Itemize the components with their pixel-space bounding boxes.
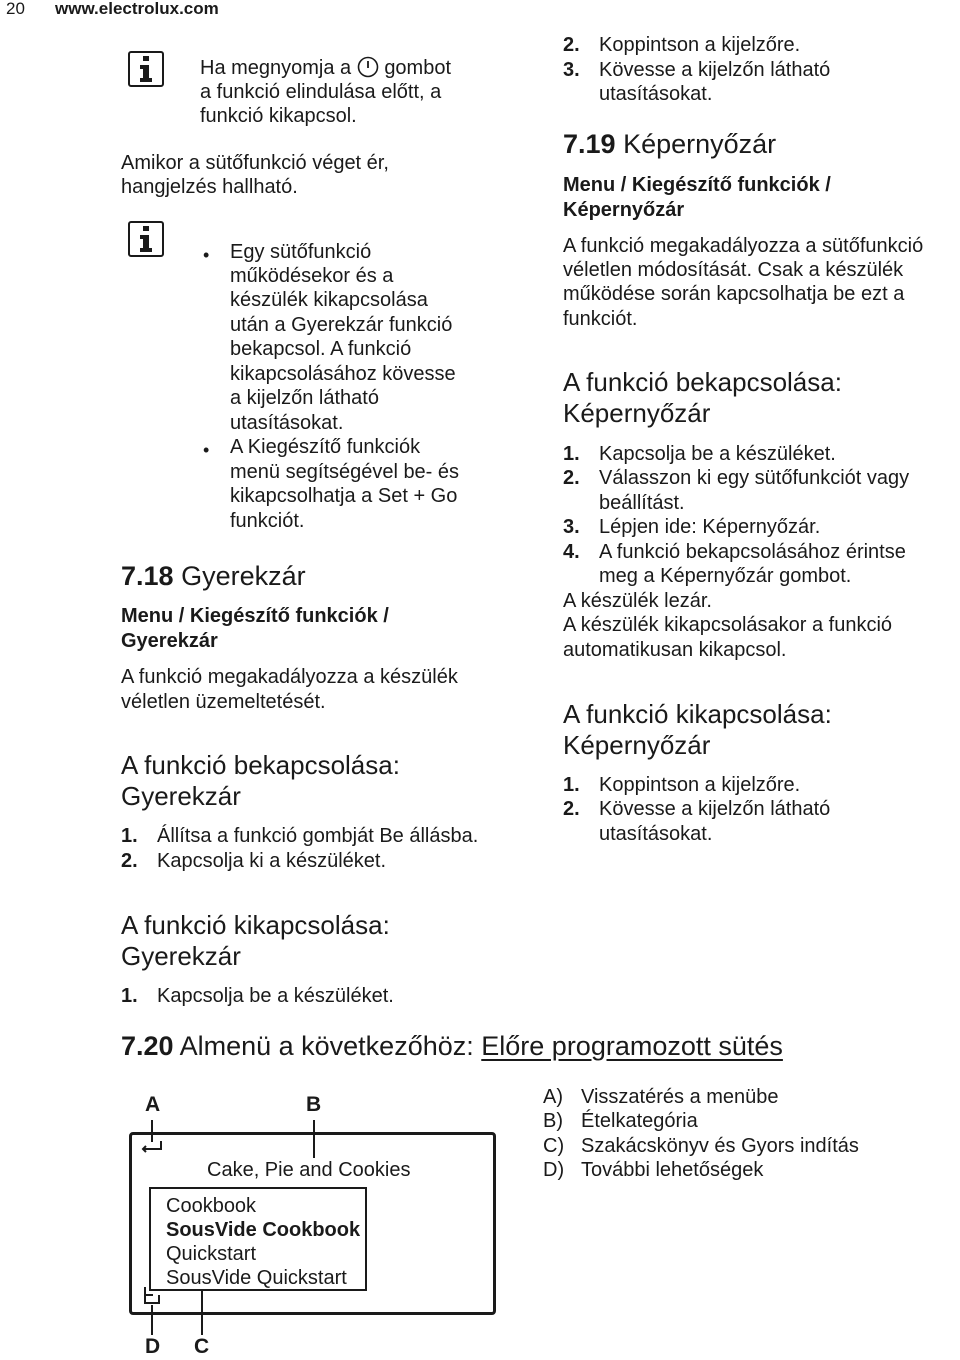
info1-line1: Ha megnyomja a gombot bbox=[200, 56, 451, 85]
diagram-label-a: A bbox=[145, 1093, 161, 1116]
subheading: Gyerekzár bbox=[121, 941, 241, 971]
bullet2-line: funkciót. bbox=[230, 510, 305, 532]
step-item: 1. Koppintson a kijelzőre. bbox=[563, 774, 801, 796]
note-line: A készülék lezár. bbox=[563, 590, 712, 612]
menu-path: Menu / Kiegészítő funkciók / bbox=[121, 605, 389, 627]
info-icon bbox=[128, 51, 164, 87]
subheading: Képernyőzár bbox=[563, 398, 711, 428]
bullet2-line: menü segítségével be- és bbox=[230, 461, 460, 483]
bullet2-line: kikapcsolhatja a Set + Go bbox=[230, 485, 458, 507]
step-item: 4. A funkció bekapcsolásához érintse bbox=[563, 541, 906, 563]
step-item: 2. Koppintson a kijelzőre. bbox=[563, 34, 801, 56]
step-item-cont: utasításokat. bbox=[599, 83, 713, 105]
category-title: Cake, Pie and Cookies bbox=[207, 1159, 411, 1181]
note-line: A készülék kikapcsolásakor a funkció bbox=[563, 614, 893, 636]
step-item: 1. Kapcsolja be a készüléket. bbox=[563, 443, 836, 465]
website-link[interactable]: www.electrolux.com bbox=[55, 0, 219, 18]
menu-path: Menu / Kiegészítő funkciók / bbox=[563, 174, 831, 196]
step-item-cont: beállítást. bbox=[599, 492, 685, 514]
subheading: A funkció kikapcsolása: bbox=[563, 699, 832, 729]
bullet1-line: után a Gyerekzár funkció bbox=[230, 314, 453, 336]
menu-path: Gyerekzár bbox=[121, 630, 218, 652]
page-number: 20 bbox=[6, 0, 25, 18]
section-desc: működése során kapcsolhatja be ezt a bbox=[563, 283, 905, 305]
section-desc: A funkció megakadályozza a sütőfunkció bbox=[563, 235, 924, 257]
menu-item-quickstart[interactable]: Quickstart bbox=[166, 1243, 257, 1265]
step-item: 2. Kövesse a kijelzőn látható bbox=[563, 798, 831, 820]
section-desc: véletlen módosítását. Csak a készülék bbox=[563, 259, 904, 281]
section-heading-7-20: 7.20 Almenü a következőhöz: Előre programozott sütés bbox=[121, 1031, 783, 1061]
more-options-icon[interactable] bbox=[141, 1285, 161, 1310]
menu-item-sousvide-quickstart[interactable]: SousVide Quickstart bbox=[166, 1267, 347, 1289]
diagram-label-c: C bbox=[194, 1335, 210, 1358]
step-item: 2. Válasszon ki egy sütőfunkciót vagy bbox=[563, 467, 910, 489]
step-item: 1. Állítsa a funkció gombját Be állásba. bbox=[121, 825, 479, 847]
subheading: A funkció bekapcsolása: bbox=[563, 367, 842, 397]
diagram-label-b: B bbox=[306, 1093, 322, 1116]
step-item: 1. Kapcsolja be a készüléket. bbox=[121, 985, 394, 1007]
diagram-label-d: D bbox=[145, 1335, 161, 1358]
section-link[interactable]: Előre programozott sütés bbox=[481, 1031, 783, 1061]
note-line: automatikusan kikapcsol. bbox=[563, 639, 787, 661]
subheading: A funkció bekapcsolása: bbox=[121, 750, 400, 780]
bullet-marker: • bbox=[203, 440, 210, 460]
step-item: 3. Kövesse a kijelzőn látható bbox=[563, 59, 831, 81]
legend-item: C) Szakácskönyv és Gyors indítás bbox=[543, 1135, 859, 1157]
bullet1-line: készülék kikapcsolása bbox=[230, 289, 428, 311]
bullet1-line: utasításokat. bbox=[230, 412, 344, 434]
section-desc: A funkció megakadályozza a készülék bbox=[121, 666, 458, 688]
step-item: 3. Lépjen ide: Képernyőzár. bbox=[563, 516, 821, 538]
section-desc: véletlen üzemeltetését. bbox=[121, 691, 326, 713]
step-item-cont: meg a Képernyőzár gombot. bbox=[599, 565, 852, 587]
legend-item: A) Visszatérés a menübe bbox=[543, 1086, 779, 1108]
info1-line2: a funkció elindulása előtt, a bbox=[200, 81, 442, 103]
info-icon bbox=[128, 221, 164, 257]
subheading: Képernyőzár bbox=[563, 730, 711, 760]
bullet1-line: működésekor és a bbox=[230, 265, 394, 287]
bullet1-line: bekapcsol. A funkció bbox=[230, 338, 412, 360]
section-desc: funkciót. bbox=[563, 308, 638, 330]
bullet-marker: • bbox=[203, 245, 210, 265]
bullet1-line: kikapcsolásához kövesse bbox=[230, 363, 456, 385]
subheading: Gyerekzár bbox=[121, 781, 241, 811]
legend-item: D) További lehetőségek bbox=[543, 1159, 764, 1181]
step-item: 2. Kapcsolja ki a készüléket. bbox=[121, 850, 387, 872]
back-arrow-icon[interactable] bbox=[139, 1138, 165, 1159]
menu-item-cookbook[interactable]: Cookbook bbox=[166, 1195, 257, 1217]
bullet1-line: a kijelzőn látható bbox=[230, 387, 379, 409]
menu-item-sousvide-cookbook[interactable]: SousVide Cookbook bbox=[166, 1219, 361, 1241]
bullet1-line: Egy sütőfunkció bbox=[230, 241, 372, 263]
subheading: A funkció kikapcsolása: bbox=[121, 910, 390, 940]
legend-item: B) Ételkategória bbox=[543, 1110, 698, 1132]
info1-line3: funkció kikapcsol. bbox=[200, 105, 357, 127]
sound-note-line2: hangjelzés hallható. bbox=[121, 176, 298, 198]
step-item-cont: utasításokat. bbox=[599, 823, 713, 845]
section-heading-7-18: 7.18 Gyerekzár bbox=[121, 561, 306, 591]
sound-note-line1: Amikor a sütőfunkció véget ér, bbox=[121, 152, 389, 174]
bullet2-line: A Kiegészítő funkciók bbox=[230, 436, 421, 458]
menu-path: Képernyőzár bbox=[563, 199, 685, 221]
section-heading-7-19: 7.19 Képernyőzár bbox=[563, 129, 777, 159]
